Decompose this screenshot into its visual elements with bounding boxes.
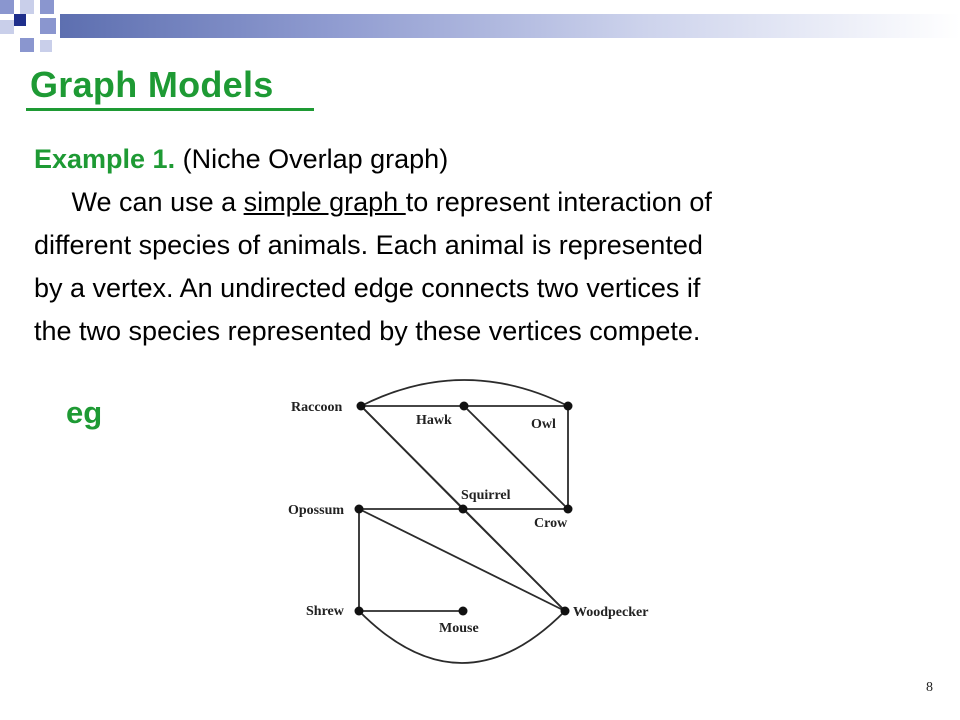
vertex-hawk <box>460 402 469 411</box>
paragraph-line-2: different species of animals. Each animal is represented <box>34 230 703 260</box>
vertex-label-woodpecker: Woodpecker <box>573 605 649 620</box>
vertex-woodpecker <box>561 607 570 616</box>
graph-labels <box>288 400 648 636</box>
example-label: Example 1. <box>34 144 176 174</box>
vertex-label-hawk: Hawk <box>416 413 452 428</box>
vertex-label-crow: Crow <box>534 516 568 531</box>
edge-shrew-woodpecker <box>359 611 565 663</box>
vertex-label-opossum: Opossum <box>288 503 345 518</box>
vertex-label-squirrel: Squirrel <box>461 488 511 503</box>
paragraph-line-3: by a vertex. An undirected edge connects two vertices if <box>34 273 701 303</box>
vertex-opossum <box>355 505 364 514</box>
vertex-label-raccoon: Raccoon <box>291 400 343 415</box>
vertex-raccoon <box>357 402 366 411</box>
slide-number: 8 <box>926 680 933 695</box>
vertex-label-mouse: Mouse <box>439 621 479 636</box>
vertex-crow <box>564 505 573 514</box>
example-name: (Niche Overlap graph) <box>175 144 449 174</box>
vertex-mouse <box>459 607 468 616</box>
vertex-label-owl: Owl <box>531 417 556 432</box>
vertex-shrew <box>355 607 364 616</box>
vertex-owl <box>564 402 573 411</box>
para-lead: We can use a <box>71 187 244 217</box>
vertex-label-shrew: Shrew <box>306 604 344 619</box>
paragraph-line-4: the two species represented by these vertices compete. <box>34 316 701 346</box>
para-rest: to represent interaction of <box>405 187 712 217</box>
vertex-squirrel <box>459 505 468 514</box>
slide-title: Graph Models <box>30 64 274 105</box>
eg-label: eg <box>66 395 103 430</box>
simple-graph-link[interactable]: simple graph <box>243 187 406 217</box>
